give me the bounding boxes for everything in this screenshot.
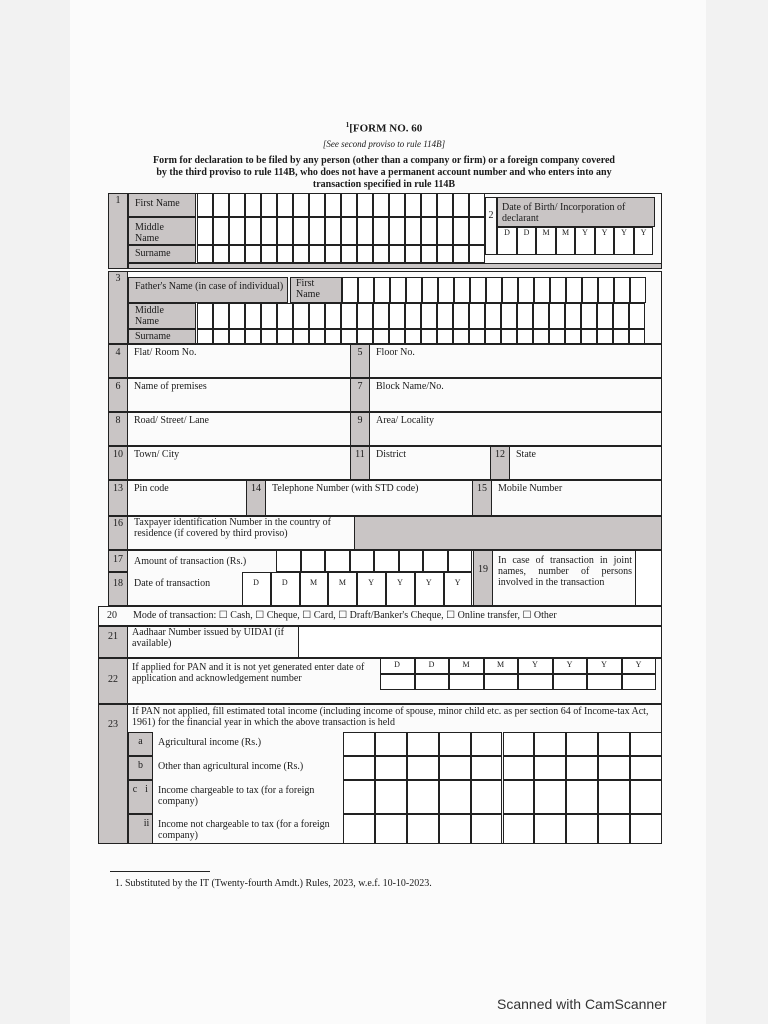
char-box[interactable]	[437, 245, 453, 263]
char-box[interactable]	[197, 303, 213, 329]
pan-applied-label: If applied for PAN and it is not yet generated enter date of application and acknowledgement number	[132, 662, 365, 684]
char-box[interactable]	[325, 217, 341, 245]
char-box[interactable]	[358, 277, 374, 303]
income-box[interactable]	[375, 756, 407, 780]
income-box[interactable]	[566, 756, 598, 780]
char-box[interactable]	[533, 303, 549, 329]
row-number: 18	[113, 578, 123, 589]
char-box[interactable]	[309, 193, 325, 217]
date-letter: M	[310, 578, 318, 587]
form-proviso: [See second proviso to rule 114B]	[322, 139, 446, 149]
char-box[interactable]	[213, 303, 229, 329]
char-box[interactable]	[341, 245, 357, 263]
row-number: 13	[113, 483, 123, 494]
first-name-label: First Name	[135, 198, 180, 209]
row-number: 22	[108, 674, 118, 685]
date-letter: D	[504, 228, 510, 237]
char-box[interactable]	[293, 245, 309, 263]
char-box[interactable]	[422, 277, 438, 303]
char-box[interactable]	[341, 303, 357, 329]
field-label: Area/ Locality	[376, 415, 435, 426]
char-box[interactable]	[453, 217, 469, 245]
char-box[interactable]	[350, 550, 375, 572]
char-box[interactable]	[613, 329, 629, 344]
char-box[interactable]	[245, 217, 261, 245]
char-box[interactable]	[357, 245, 373, 263]
income-box[interactable]	[343, 756, 375, 780]
row-number: 7	[357, 381, 363, 392]
income-box[interactable]	[375, 732, 407, 756]
char-box[interactable]	[581, 329, 597, 344]
ack-box[interactable]	[484, 674, 519, 690]
income-box[interactable]	[343, 814, 375, 844]
income-box[interactable]	[375, 780, 407, 814]
field-label: Flat/ Room No.	[134, 347, 197, 358]
income-box[interactable]	[471, 780, 503, 814]
ack-box[interactable]	[622, 674, 657, 690]
date-letter: D	[394, 660, 400, 669]
row-number: 17	[113, 554, 123, 565]
row-number: 14	[251, 483, 261, 494]
char-box[interactable]	[501, 329, 517, 344]
date-letter: D	[281, 578, 288, 587]
income-box[interactable]	[566, 780, 598, 814]
char-box[interactable]	[597, 329, 613, 344]
char-box[interactable]	[421, 329, 437, 344]
field-label: Town/ City	[134, 449, 180, 460]
char-box[interactable]	[518, 277, 534, 303]
char-box[interactable]	[437, 303, 453, 329]
char-box[interactable]	[341, 193, 357, 217]
date-letter: Y	[601, 228, 608, 237]
income-box[interactable]	[439, 780, 471, 814]
char-box[interactable]	[293, 217, 309, 245]
date-letter: Y	[640, 228, 647, 237]
income-box[interactable]	[471, 732, 503, 756]
date-letter: Y	[397, 578, 403, 587]
char-box[interactable]	[277, 193, 293, 217]
income-box[interactable]	[534, 732, 566, 756]
char-box[interactable]	[630, 277, 646, 303]
char-box[interactable]	[399, 550, 424, 572]
char-box[interactable]	[453, 303, 469, 329]
char-box[interactable]	[405, 193, 421, 217]
joint-persons-field[interactable]	[635, 550, 662, 606]
char-box[interactable]	[213, 193, 229, 217]
char-box[interactable]	[453, 193, 469, 217]
char-box[interactable]	[454, 277, 470, 303]
char-box[interactable]	[469, 217, 485, 245]
char-box[interactable]	[277, 329, 293, 344]
dob-label: Date of Birth/ Incorporation of declarant	[502, 202, 626, 224]
char-box[interactable]	[517, 303, 533, 329]
income-box[interactable]	[503, 756, 535, 780]
income-label: Income chargeable to tax (for a foreign company)	[158, 785, 315, 807]
income-box[interactable]	[630, 732, 662, 756]
income-box[interactable]	[566, 732, 598, 756]
char-box[interactable]	[549, 303, 565, 329]
income-box[interactable]	[534, 780, 566, 814]
field-label: Pin code	[134, 483, 169, 494]
income-label: Other than agricultural income (Rs.)	[158, 761, 304, 772]
char-box[interactable]	[301, 550, 326, 572]
income-box[interactable]	[407, 732, 439, 756]
char-box[interactable]	[197, 245, 213, 263]
char-box[interactable]	[565, 329, 581, 344]
char-box[interactable]	[342, 277, 358, 303]
char-box[interactable]	[421, 303, 437, 329]
income-box[interactable]	[439, 756, 471, 780]
row-number: 15	[477, 483, 487, 494]
date-letter: Y	[621, 228, 627, 237]
char-box[interactable]	[389, 193, 405, 217]
char-box[interactable]	[277, 217, 293, 245]
char-box[interactable]	[549, 329, 565, 344]
ack-box[interactable]	[415, 674, 450, 690]
aadhaar-label: Aadhaar Number issued by UIDAI (if available)	[132, 627, 284, 649]
income-box[interactable]	[343, 780, 375, 814]
char-box[interactable]	[341, 217, 357, 245]
char-box[interactable]	[406, 277, 422, 303]
income-box[interactable]	[503, 732, 535, 756]
char-box[interactable]	[566, 277, 582, 303]
char-box[interactable]	[389, 303, 405, 329]
date-letter: M	[542, 228, 550, 237]
char-box[interactable]	[405, 303, 421, 329]
aadhaar-field[interactable]	[298, 626, 662, 658]
income-box[interactable]	[598, 732, 630, 756]
char-box[interactable]	[261, 217, 277, 245]
char-box[interactable]	[245, 303, 261, 329]
form-description: Form for declaration to be filed by any person (other than a company or firm) or a foreign company covered by the third proviso to rule 114B, who does not have a permanent account number and who enters into any transaction specified in rule 114B	[153, 155, 615, 190]
row-number: 23	[108, 719, 118, 730]
char-box[interactable]	[229, 329, 245, 344]
date-letter: Y	[601, 660, 607, 669]
char-box[interactable]	[229, 193, 245, 217]
income-box[interactable]	[503, 780, 535, 814]
date-letter: Y	[425, 578, 432, 587]
date-letter: Y	[454, 578, 461, 587]
char-box[interactable]	[373, 245, 389, 263]
char-box[interactable]	[357, 303, 373, 329]
income-box[interactable]	[503, 814, 535, 844]
char-box[interactable]	[582, 277, 598, 303]
income-box[interactable]	[375, 814, 407, 844]
char-box[interactable]	[389, 217, 405, 245]
char-box[interactable]	[438, 277, 454, 303]
char-box[interactable]	[374, 277, 390, 303]
char-box[interactable]	[261, 303, 277, 329]
field-label: Mobile Number	[498, 483, 563, 494]
char-box[interactable]	[213, 217, 229, 245]
income-box[interactable]	[598, 780, 630, 814]
field-label: Block Name/No.	[376, 381, 444, 392]
camscanner-watermark: Scanned with CamScanner	[497, 996, 667, 1012]
char-box[interactable]	[581, 303, 597, 329]
char-box[interactable]	[453, 245, 469, 263]
char-box[interactable]	[245, 245, 261, 263]
char-box[interactable]	[469, 303, 485, 329]
field-label: District	[376, 449, 406, 460]
char-box[interactable]	[437, 193, 453, 217]
char-box[interactable]	[261, 245, 277, 263]
date-letter: M	[561, 228, 570, 237]
char-box[interactable]	[374, 550, 399, 572]
separator-band	[128, 263, 662, 269]
char-box[interactable]	[550, 277, 566, 303]
char-box[interactable]	[245, 329, 261, 344]
char-box[interactable]	[373, 329, 389, 344]
char-box[interactable]	[469, 245, 485, 263]
date-letter: Y	[368, 578, 375, 587]
date-letter: M	[338, 578, 346, 587]
char-box[interactable]	[629, 329, 645, 344]
char-box[interactable]	[373, 217, 389, 245]
char-box[interactable]	[229, 245, 245, 263]
income-box[interactable]	[439, 732, 471, 756]
estimated-income-label: If PAN not applied, fill estimated total income (including income of spouse, minor child etc. as per section 64 of Income-tax Act, 1961) for the financial year in which the above transaction is held	[132, 706, 649, 728]
char-box[interactable]	[357, 329, 373, 344]
char-box[interactable]	[197, 329, 213, 344]
char-box[interactable]	[437, 329, 453, 344]
char-box[interactable]	[213, 329, 229, 344]
date-letter: Y	[582, 228, 588, 237]
row-number: 9	[357, 415, 363, 426]
row-number: 4	[115, 347, 121, 358]
char-box[interactable]	[389, 245, 405, 263]
income-box[interactable]	[407, 814, 439, 844]
row-2-num-cell	[485, 197, 497, 255]
income-label: Agricultural income (Rs.)	[158, 737, 262, 748]
char-box[interactable]	[197, 193, 213, 217]
char-box[interactable]	[437, 217, 453, 245]
char-box[interactable]	[629, 303, 645, 329]
date-letter: Y	[635, 660, 642, 669]
char-box[interactable]	[213, 245, 229, 263]
char-box[interactable]	[533, 329, 549, 344]
char-box[interactable]	[325, 550, 350, 572]
char-box[interactable]	[423, 550, 448, 572]
char-box[interactable]	[293, 329, 309, 344]
char-box[interactable]	[405, 329, 421, 344]
char-box[interactable]	[325, 193, 341, 217]
char-box[interactable]	[357, 217, 373, 245]
father-surname-label: Surname	[135, 331, 171, 342]
transaction-date-label: Date of transaction	[134, 578, 211, 589]
char-box[interactable]	[470, 277, 486, 303]
char-box[interactable]	[325, 245, 341, 263]
date-letter: D	[523, 228, 530, 237]
char-box[interactable]	[389, 329, 405, 344]
char-box[interactable]	[613, 303, 629, 329]
field-label: Name of premises	[134, 381, 207, 392]
father-first-label: First Name	[296, 278, 320, 300]
income-box[interactable]	[630, 780, 662, 814]
date-letter: D	[428, 660, 435, 669]
sub-letter: i	[145, 784, 148, 795]
sub-letter: b	[138, 760, 143, 771]
field-label: Road/ Street/ Lane	[134, 415, 209, 426]
income-box[interactable]	[598, 814, 630, 844]
char-box[interactable]	[486, 277, 502, 303]
tin-label: Taxpayer identification Number in the country of residence (if covered by third proviso)	[134, 517, 332, 539]
char-box[interactable]	[309, 217, 325, 245]
char-box[interactable]	[261, 193, 277, 217]
ack-box[interactable]	[587, 674, 622, 690]
row-number: 12	[495, 449, 505, 460]
char-box[interactable]	[309, 245, 325, 263]
row-number: 6	[115, 381, 121, 392]
char-box[interactable]	[197, 217, 213, 245]
char-box[interactable]	[469, 329, 485, 344]
income-label: Income not chargeable to tax (for a foreign company)	[158, 819, 330, 841]
middle-name-label: Middle Name	[135, 222, 164, 244]
tin-field[interactable]	[354, 516, 662, 550]
char-box[interactable]	[229, 217, 245, 245]
row-number: 20	[107, 610, 117, 621]
char-box[interactable]	[325, 329, 341, 344]
form-title: $^1$[FORM NO. 60	[345, 121, 423, 135]
surname-label: Surname	[135, 248, 171, 259]
char-box[interactable]	[373, 303, 389, 329]
ack-box[interactable]	[518, 674, 553, 690]
char-box[interactable]	[357, 193, 373, 217]
sub-letter: ii	[143, 818, 150, 829]
row-number: 19	[478, 564, 488, 575]
char-box[interactable]	[309, 329, 325, 344]
char-box[interactable]	[485, 303, 501, 329]
income-box[interactable]	[534, 756, 566, 780]
father-middle-label: Middle Name	[135, 305, 164, 327]
joint-persons-label: In case of transaction in joint names, number of persons involved in the transaction	[498, 555, 632, 588]
income-box[interactable]	[598, 756, 630, 780]
char-box[interactable]	[405, 217, 421, 245]
date-letter: D	[253, 578, 259, 587]
char-box[interactable]	[469, 193, 485, 217]
char-box[interactable]	[405, 245, 421, 263]
char-box[interactable]	[421, 193, 437, 217]
income-box[interactable]	[471, 756, 503, 780]
char-box[interactable]	[448, 550, 473, 572]
income-box[interactable]	[343, 732, 375, 756]
row-number: 10	[113, 449, 123, 460]
sub-letter: a	[138, 736, 143, 747]
row-number: 1	[115, 195, 121, 206]
char-box[interactable]	[502, 277, 518, 303]
income-box[interactable]	[439, 814, 471, 844]
date-letter: M	[462, 660, 470, 669]
amount-label: Amount of transaction (Rs.)	[134, 556, 247, 567]
ack-box[interactable]	[380, 674, 415, 690]
char-box[interactable]	[229, 303, 245, 329]
row-number: 5	[357, 347, 363, 358]
char-box[interactable]	[293, 303, 309, 329]
char-box[interactable]	[261, 329, 277, 344]
field-label: Telephone Number (with STD code)	[272, 483, 419, 494]
date-letter: Y	[566, 660, 573, 669]
income-box[interactable]	[471, 814, 503, 844]
char-box[interactable]	[421, 217, 437, 245]
row-number: 8	[115, 415, 121, 426]
father-name-label: Father's Name (in case of individual)	[135, 281, 284, 292]
ack-box[interactable]	[449, 674, 484, 690]
char-box[interactable]	[390, 277, 406, 303]
ack-box[interactable]	[553, 674, 588, 690]
char-box[interactable]	[325, 303, 341, 329]
income-box[interactable]	[407, 756, 439, 780]
char-box[interactable]	[453, 329, 469, 344]
char-box[interactable]	[276, 550, 301, 572]
date-letter: M	[496, 660, 505, 669]
char-box[interactable]	[485, 329, 501, 344]
char-box[interactable]	[421, 245, 437, 263]
char-box[interactable]	[341, 329, 357, 344]
row-number: 16	[113, 518, 123, 529]
income-box[interactable]	[630, 756, 662, 780]
char-box[interactable]	[277, 303, 293, 329]
char-box[interactable]	[534, 277, 550, 303]
char-box[interactable]	[373, 193, 389, 217]
char-box[interactable]	[277, 245, 293, 263]
char-box[interactable]	[598, 277, 614, 303]
field-label: State	[516, 449, 536, 460]
mode-of-transaction[interactable]: Mode of transaction: ☐ Cash, ☐ Cheque, ☐ Card, ☐ Draft/Banker's Cheque, ☐ Online transfer, ☐ Other	[133, 610, 557, 621]
char-box[interactable]	[517, 329, 533, 344]
footnote: 1. Substituted by the IT (Twenty-fourth Amdt.) Rules, 2023, w.e.f. 10-10-2023.	[115, 878, 432, 889]
date-letter: Y	[532, 660, 538, 669]
field-label: Floor No.	[376, 347, 415, 358]
char-box[interactable]	[565, 303, 581, 329]
char-box[interactable]	[614, 277, 630, 303]
sub-letter: c	[132, 784, 138, 795]
income-box[interactable]	[630, 814, 662, 844]
row-number: 3	[115, 273, 121, 284]
income-box[interactable]	[407, 780, 439, 814]
income-box[interactable]	[566, 814, 598, 844]
row-number: 11	[355, 449, 365, 460]
char-box[interactable]	[245, 193, 261, 217]
income-box[interactable]	[534, 814, 566, 844]
char-box[interactable]	[309, 303, 325, 329]
char-box[interactable]	[597, 303, 613, 329]
row-number: 2	[488, 210, 494, 221]
row-number: 21	[108, 631, 118, 642]
char-box[interactable]	[501, 303, 517, 329]
char-box[interactable]	[293, 193, 309, 217]
